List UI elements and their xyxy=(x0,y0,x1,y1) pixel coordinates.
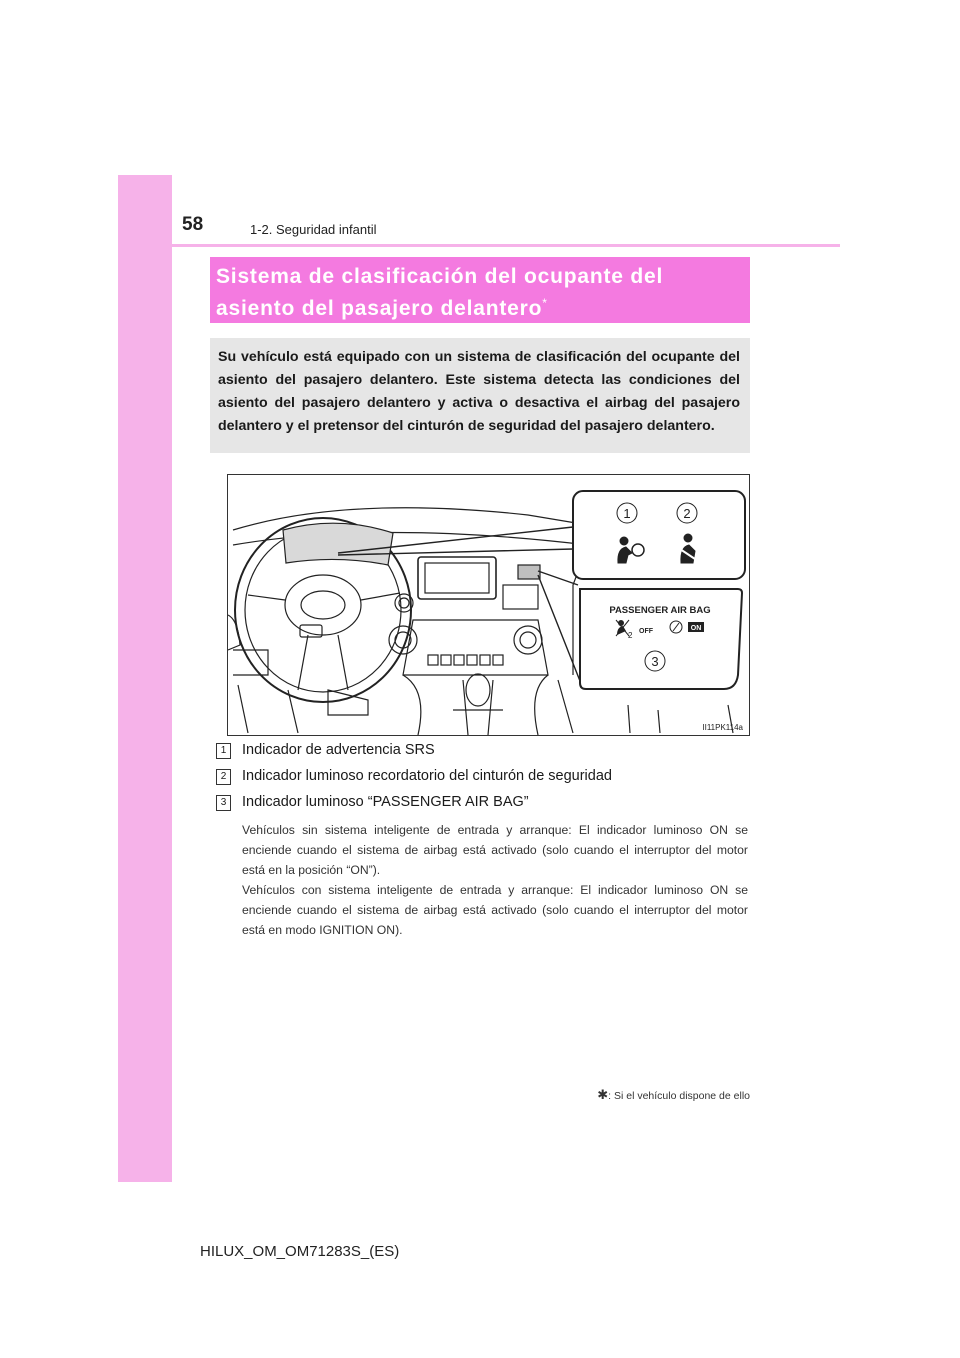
legend-item xyxy=(216,742,756,768)
legend-number: 2 xyxy=(216,769,231,785)
title-band xyxy=(210,257,750,323)
legend-number: 1 xyxy=(216,743,231,759)
dashboard-illustration xyxy=(228,475,750,736)
intro-text: Su vehículo está equipado con un sistema de clasificación del ocupante del asiento del pasajero delantero. Este sistema detecta las condiciones del asiento del pasajero delantero y activa o desactiva el airbag del pasajero delantero y el pretensor del cinturón de seguridad del pasajero delantero. xyxy=(218,349,740,434)
note-paragraph: Vehículos sin sistema inteligente de entrada y arranque: El indicador luminoso ON se enciende cuando el sistema de airbag está activado (solo cuando el interruptor del motor está en la posición “ON”). xyxy=(242,823,748,877)
footnote-star: ✱ xyxy=(597,1087,609,1102)
legend-text: Indicador luminoso “PASSENGER AIR BAG” xyxy=(242,794,529,810)
figure-code: II11PK114a xyxy=(702,723,743,732)
page-number: 58 xyxy=(182,214,204,235)
callout-1: 1 xyxy=(623,506,631,521)
legend-item xyxy=(216,794,756,820)
side-thumb-band xyxy=(118,175,172,1182)
note-paragraph: Vehículos con sistema inteligente de entrada y arranque: El indicador luminoso ON se enciende cuando el sistema de airbag está activado (solo cuando el interruptor del motor está en modo IGNITION ON). xyxy=(242,883,748,937)
legend-text: Indicador de advertencia SRS xyxy=(242,742,435,758)
title-asterisk: * xyxy=(542,296,548,310)
title-line-2: asiento del pasajero delantero xyxy=(216,297,543,320)
legend-text: Indicador luminoso recordatorio del cinturón de seguridad xyxy=(242,768,612,784)
page-title xyxy=(216,264,744,322)
panel-subscript: 2 xyxy=(628,631,633,640)
dashboard-figure xyxy=(227,474,750,736)
callout-3: 3 xyxy=(651,654,659,669)
title-line-1: Sistema de clasificación del ocupante del xyxy=(216,265,664,288)
footnote xyxy=(597,1087,750,1103)
legend-number: 3 xyxy=(216,795,231,811)
intro-box xyxy=(210,338,750,453)
callout-2: 2 xyxy=(683,506,691,521)
document-id: HILUX_OM_OM71283S_(ES) xyxy=(200,1243,400,1260)
panel-label: PASSENGER AIR BAG xyxy=(609,605,711,616)
notes xyxy=(242,820,748,940)
on-label: ON xyxy=(690,625,702,632)
off-label: OFF xyxy=(639,628,653,635)
legend-item xyxy=(216,768,756,794)
header-rule xyxy=(172,244,840,247)
legend xyxy=(216,742,756,820)
section-title: 1-2. Seguridad infantil xyxy=(250,222,377,237)
footnote-text: : Si el vehículo dispone de ello xyxy=(608,1090,750,1102)
